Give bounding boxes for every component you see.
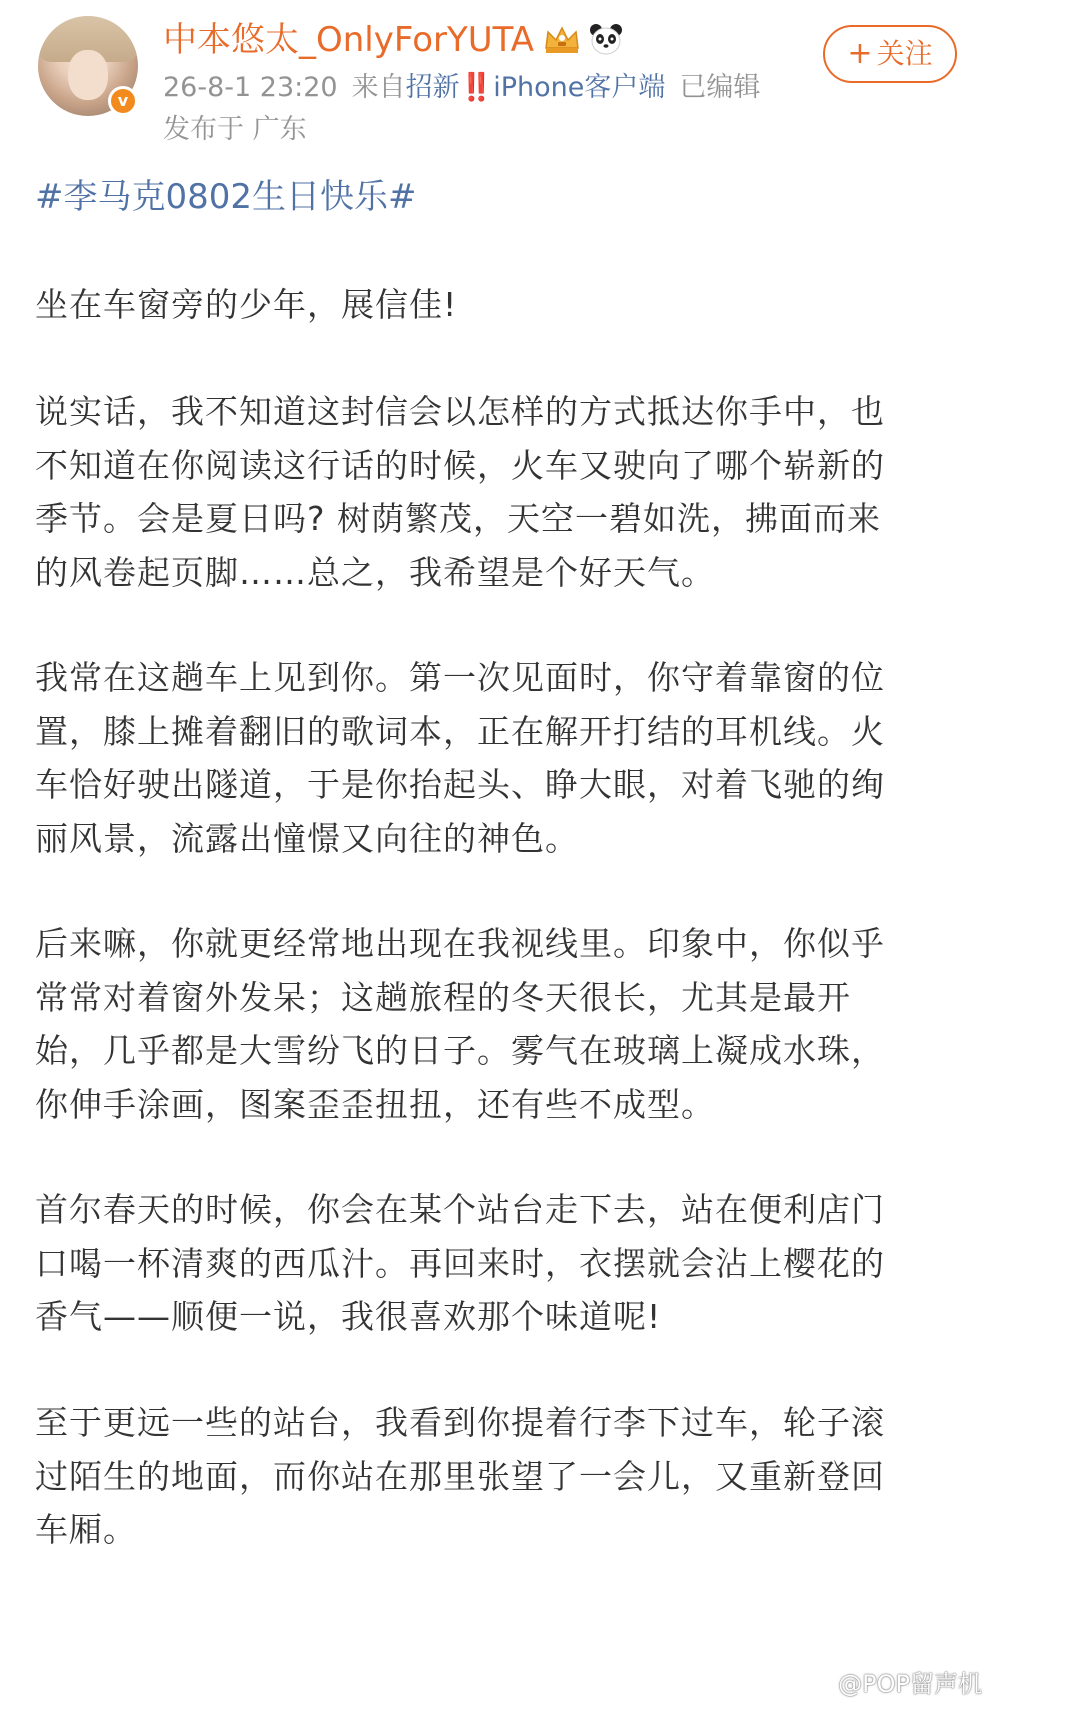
paragraph-line: 我常在这趟车上见到你。第一次见面时，你守着靠窗的位 [35,658,885,697]
plus-icon: + [847,36,873,71]
paragraph-line: 车厢。 [35,1510,137,1549]
source-link[interactable] [406,72,666,103]
paragraph-line: 常常对着窗外发呆；这趟旅程的冬天很长，尤其是最开 [35,977,851,1017]
paragraph-line: 香气——顺便一说，我很喜欢那个味道呢! [35,1297,662,1336]
paragraph-line: 至于更远一些的站台，我看到你提着行李下过车，轮子滚 [35,1403,885,1442]
post-timestamp: 26-8-1 23:20 [163,72,338,103]
source-name: 招新 [405,72,460,103]
paragraph-line: 置，膝上摊着翻旧的歌词本，正在解开打结的耳机线。火 [35,711,885,751]
username-link[interactable]: 中本悠太_OnlyForYUTA [163,20,535,60]
paragraph [35,278,457,332]
source-mark: ‼️ [459,72,494,103]
verified-badge-icon: v [108,86,138,116]
paragraph-line: 后来嘛，你就更经常地出现在我视线里。印象中，你似乎 [35,924,885,963]
paragraph-line: 丽风景，流露出憧憬又向往的神色。 [35,818,579,858]
paragraph [35,385,885,599]
paragraph [35,1183,885,1344]
follow-label: 关注 [876,37,933,70]
watermark [806,1668,982,1700]
post-location: 发布于 广东 [163,114,307,145]
paragraph-line: 车恰好驶出隧道，于是你抬起头、睁大眼，对着飞驰的绚 [35,765,885,804]
paragraph-line: 季节。会是夏日吗? 树荫繁茂，天空一碧如洗，拂面而来 [35,499,882,538]
post-body [35,170,1045,1549]
crown-icon [542,22,582,56]
paragraph [35,917,885,1131]
weibo-logo-icon [806,1673,836,1697]
source-prefix: 来自 [351,72,406,103]
avatar-face-shape [68,50,108,100]
paragraph-line: 说实话，我不知道这封信会以怎样的方式抵达你手中，也 [35,392,885,431]
edited-label: 已编辑 [679,72,761,103]
paragraph-line: 过陌生的地面，而你站在那里张望了一会儿，又重新登回 [35,1456,885,1496]
paragraph-line: 始，几乎都是大雪纷飞的日子。雾气在玻璃上凝成水珠， [35,1031,885,1070]
paragraph-line: 的风卷起页脚……总之，我希望是个好天气。 [35,552,715,592]
paragraph-line: 不知道在你阅读这行话的时候，火车又驶向了哪个崭新的 [35,445,885,485]
paragraph-line: 口喝一杯清爽的西瓜汁。再回来时，衣摆就会沾上樱花的 [35,1243,885,1283]
paragraph [35,1396,885,1557]
panda-icon [588,22,624,56]
username-row [163,18,624,62]
post-meta [163,70,760,106]
follow-button[interactable] [823,25,957,83]
source-device: iPhone客户端 [493,72,666,103]
paragraph [35,651,885,865]
post-header [0,0,1080,170]
paragraph-line: 首尔春天的时候，你会在某个站台走下去，站在便利店门 [35,1190,885,1229]
paragraph-line: 你伸手涂画，图案歪歪扭扭，还有些不成型。 [35,1084,715,1124]
watermark-text: @POP留声机 [838,1670,982,1698]
hashtag-link[interactable]: #李马克0802生日快乐# [35,177,417,217]
paragraph-line: 坐在车窗旁的少年，展信佳! [35,285,458,324]
